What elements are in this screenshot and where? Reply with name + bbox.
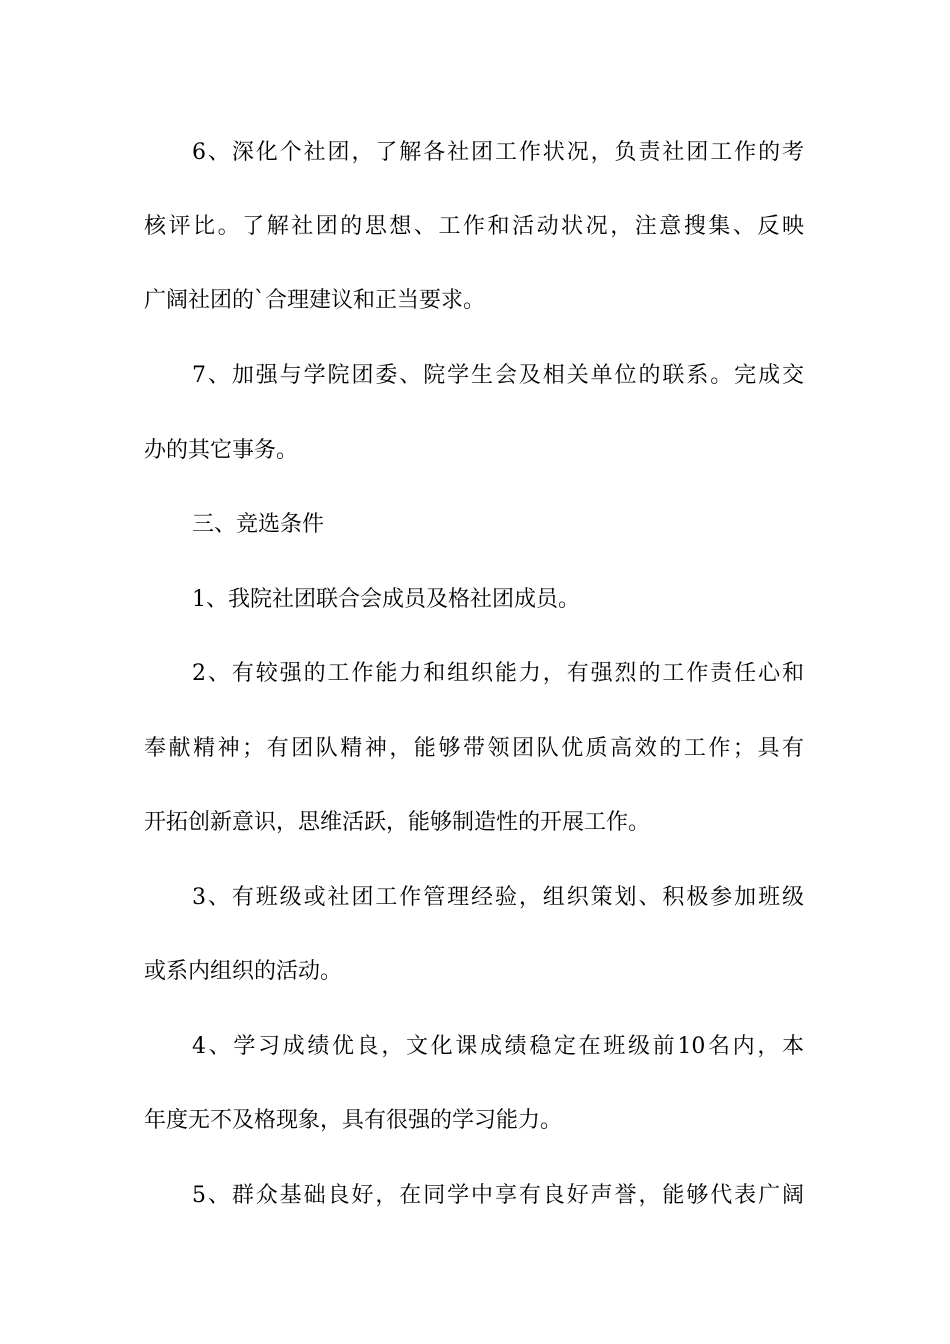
condition-3-line-1: 3、有班级或社团工作管理经验，组织策划、积极参加班级 bbox=[192, 885, 804, 910]
section-heading: 三、竞选条件 bbox=[192, 512, 325, 537]
condition-2-line-2: 奉献精神；有团队精神，能够带领团队优质高效的工作；具有 bbox=[144, 736, 804, 761]
condition-4-line-2: 年度无不及格现象，具有很强的学习能力。 bbox=[144, 1108, 563, 1133]
condition-2-line-3: 开拓创新意识，思维活跃，能够制造性的开展工作。 bbox=[144, 810, 651, 835]
paragraph-6-line-3: 广阔社团的`合理建议和正当要求。 bbox=[144, 288, 486, 313]
condition-3-line-2: 或系内组织的活动。 bbox=[144, 959, 343, 984]
condition-5-line-1: 5、群众基础良好，在同学中享有良好声誉，能够代表广阔 bbox=[192, 1183, 804, 1208]
paragraph-6-line-2: 核评比。了解社团的思想、工作和活动状况，注意搜集、反映 bbox=[144, 214, 804, 239]
condition-1-line-1: 1、我院社团联合会成员及格社团成员。 bbox=[192, 587, 580, 612]
condition-4-line-1: 4、学习成绩优良，文化课成绩稳定在班级前10名内，本 bbox=[192, 1034, 804, 1059]
condition-2-line-1: 2、有较强的工作能力和组织能力，有强烈的工作责任心和 bbox=[192, 661, 804, 686]
paragraph-6-line-1: 6、深化个社团，了解各社团工作状况，负责社团工作的考 bbox=[192, 140, 804, 165]
paragraph-7-line-1: 7、加强与学院团委、院学生会及相关单位的联系。完成交 bbox=[192, 363, 804, 388]
paragraph-7-line-2: 办的其它事务。 bbox=[144, 438, 299, 463]
